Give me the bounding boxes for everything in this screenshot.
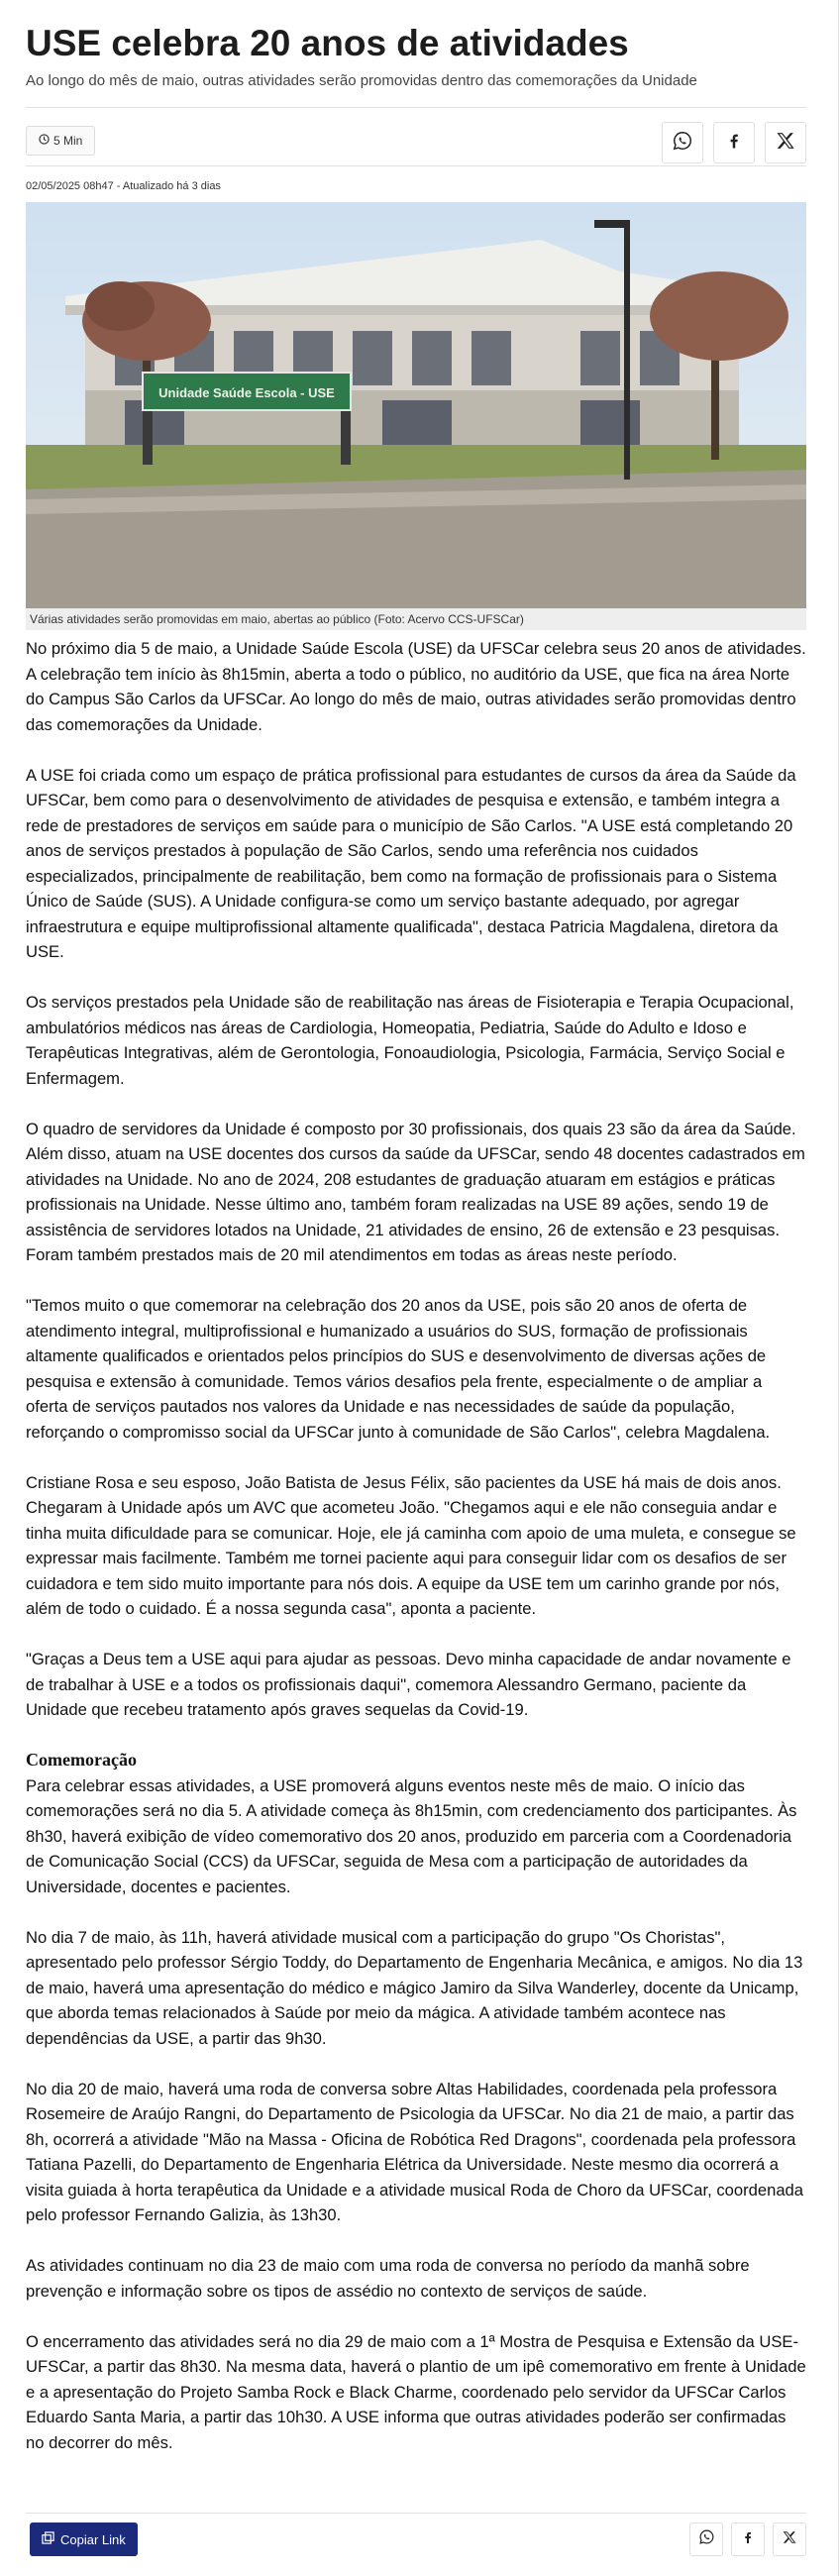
read-time-badge: [26, 126, 95, 156]
paragraph: A USE foi criada como um espaço de prática profissional para estudantes de cursos da área da Saúde da UFSCar, bem como para o desenvolvimento de atividades de pesquisa e extensão, e também integra a rede de prestadores de serviços em saúde para o município de São Carlos. "A USE está completando 20 anos de serviços prestados à população de São Carlos, sendo uma referência nos cuidados especializados, principalmente de reabilitação, bem como na formação de profissionais para o Sistema Único de Saúde (SUS). A Unidade configura-se como um serviço bastante adequado, por agregar infraestrutura e equipe multiprofissional altamente qualificada", destaca Patricia Magdalena, diretora da USE.: [26, 765, 796, 961]
facebook-icon: [724, 131, 744, 156]
facebook-icon: [740, 2529, 756, 2550]
paragraph: Os serviços prestados pela Unidade são de reabilitação nas áreas de Fisioterapia e Terapia Ocupacional, ambulatórios médicos nas áreas de Cardiologia, Homeopatia, Pediatria, Saúde do Adulto e Idoso e Terapêuticas Integrativas, além de Gerontologia, Fonoaudiologia, Psicologia, Farmácia, Serviço Social e Enfermagem.: [26, 993, 794, 1088]
article-container: [26, 0, 806, 2481]
x-share-button[interactable]: [765, 122, 806, 163]
paragraph: "Temos muito o que comemorar na celebração dos 20 anos da USE, pois são 20 anos de oferta de atendimento integral, multiprofissional e humanizado a usuários do SUS, formação de profissionais altamente qualificados e orientados pelos princípios do SUS e desenvolvimento de diversas ações de pesquisa e extensão à comunidade. Temos vários desafios pela frente, especialmente o de ampliar a oferta de serviços pautados nos valores da Unidade e nas necessidades de saúde da população, reforçando o compromisso social da UFSCar junto à comunidade de São Carlos", celebra Magdalena.: [26, 1296, 771, 1442]
article-figure: [26, 202, 806, 630]
whatsapp-icon: [672, 130, 693, 157]
x-icon: [782, 2529, 797, 2550]
whatsapp-share-button[interactable]: [662, 122, 703, 163]
facebook-share-button[interactable]: [713, 122, 755, 163]
dateline: 02/05/2025 08h47 - Atualizado há 3 dias: [26, 180, 221, 192]
paragraph: No próximo dia 5 de maio, a Unidade Saúde Escola (USE) da UFSCar celebra seus 20 anos de atividades. A celebração tem início às 8h15min, aberta a todo o público, no auditório da USE, que fica na área Norte do Campus São Carlos da UFSCar. Ao longo do mês de maio, outras atividades serão promovidas dentro das comemorações da Unidade.: [26, 639, 806, 734]
clock-icon: [39, 134, 50, 148]
copy-link-label: Copiar Link: [60, 2531, 126, 2547]
article-title: USE celebra 20 anos de atividades: [26, 23, 629, 63]
article-photo: [26, 202, 806, 608]
x-icon: [775, 130, 796, 157]
paragraph: As atividades continuam no dia 23 de maio com uma roda de conversa no período da manhã sobre prevenção e informação sobre os tipos de assédio no contexto de serviços de saúde.: [26, 2256, 750, 2301]
read-time-text: 5 Min: [53, 134, 83, 148]
article-body: [26, 636, 806, 2455]
paragraph: Para celebrar essas atividades, a USE promoverá alguns eventos neste mês de maio. O início das comemorações será no dia 5. A atividade começa às 8h15min, com credenciamento dos participantes. Às 8h30, haverá exibição de vídeo comemorativo dos 20 anos, produzido em parceria com a Coordenadoria de Comunicação Social (CCS) da UFSCar, seguida de Mesa com a participação de autoridades da Universidade, docentes e pacientes.: [26, 1775, 797, 1896]
paragraph: O quadro de servidores da Unidade é composto por 30 profissionais, dos quais 23 são da área da Saúde. Além disso, atuam na USE docentes dos cursos da saúde da UFSCar, sendo 48 docentes cadastrados em atividades na Unidade. No ano de 2024, 208 estudantes de graduação atuaram em estágios e práticas profissionais na Unidade. Nesse último ano, também foram realizadas na USE 89 ações, sendo 19 de assistência de servidores lotados na Unidade, 21 atividades de ensino, 26 de extensão e 23 pesquisas. Foram também prestados mais de 20 mil atendimentos em todas as áreas neste período.: [26, 1119, 805, 1264]
photo-caption: Várias atividades serão promovidas em maio, abertas ao público (Foto: Acervo CCS-UFSCar): [30, 612, 524, 626]
paragraph: Cristiane Rosa e seu esposo, João Batista de Jesus Félix, são pacientes da USE há mais de dois anos. Chegaram à Unidade após um AVC que acometeu João. "Chegamos aqui e ele não conseguia andar e tinha muita dificuldade para se comunicar. Hoje, ele já caminha com apoio de uma muleta, e consegue se expressar mais facilmente. Também me tornei paciente aqui para conseguir lidar com os desafios de ser cuidadora e tem sido muito importante para nós dois. A equipe da USE tem um carinho grande por nós, além de todo o cuidado. É a nossa segunda casa", aponta a paciente.: [26, 1472, 796, 1618]
whatsapp-share-button-bottom[interactable]: [689, 2522, 723, 2556]
facebook-share-button-bottom[interactable]: [731, 2522, 765, 2556]
paragraph: "Graças a Deus tem a USE aqui para ajudar as pessoas. Devo minha capacidade de andar novamente e de trabalhar à USE e a todos os profissionais daqui", comemora Alessandro Germano, paciente da Unidade que recebeu tratamento após graves sequelas da Covid-19.: [26, 1650, 791, 1719]
section-heading: Comemoração: [26, 1750, 137, 1770]
share-bar-top: [662, 122, 806, 163]
article-subtitle: Ao longo do mês de maio, outras atividades serão promovidas dentro das comemorações da Unidade: [26, 72, 697, 89]
sign-text: Unidade Saúde Escola - USE: [158, 385, 335, 400]
paragraph: No dia 20 de maio, haverá uma roda de conversa sobre Altas Habilidades, coordenada pela professora Rosemeire de Araújo Rangni, do Departamento de Psicologia da UFSCar. No dia 21 de maio, a partir das 8h, ocorrerá a atividade "Mão na Massa - Oficina de Robótica Red Dragons", coordenada pela professora Tatiana Pazelli, do Departamento de Engenharia Elétrica da Universidade. Neste mesmo dia ocorrerá a visita guiada à horta terapêutica da Unidade e a atividade musical Roda de Choro da UFSCar, coordenada pelo professor Fernando Galizia, às 13h30.: [26, 2079, 804, 2224]
share-bar-bottom: [689, 2522, 806, 2556]
divider-meta: [26, 165, 806, 166]
whatsapp-icon: [698, 2528, 715, 2550]
copy-icon: [42, 2531, 54, 2547]
copy-link-button[interactable]: [30, 2522, 138, 2556]
divider-bottom: [26, 2513, 806, 2514]
meta-row: [26, 108, 806, 165]
paragraph: O encerramento das atividades será no dia 29 de maio com a 1ª Mostra de Pesquisa e Extensão da USE-UFSCar, a partir das 8h30. Na mesma data, haverá o plantio de um ipê comemorativo em frente à Unidade e a apresentação do Projeto Samba Rock e Black Charme, coordenado pelo servidor da UFSCar Carlos Eduardo Santa Maria, a partir das 10h30. A USE informa que outras atividades poderão ser confirmadas no decorrer do mês.: [26, 2331, 806, 2452]
x-share-button-bottom[interactable]: [773, 2522, 806, 2556]
bottom-action-row: [26, 2521, 806, 2560]
paragraph: No dia 7 de maio, às 11h, haverá atividade musical com a participação do grupo "Os Choristas", apresentado pelo professor Sérgio Toddy, do Departamento de Engenharia Mecânica, e amigos. No dia 13 de maio, haverá uma apresentação do médico e mágico Jamiro da Silva Wanderley, docente da Unicamp, que aborda temas relacionados à Saúde por meio da mágica. A atividade também acontece nas dependências da USE, a partir das 9h30.: [26, 1927, 803, 2048]
